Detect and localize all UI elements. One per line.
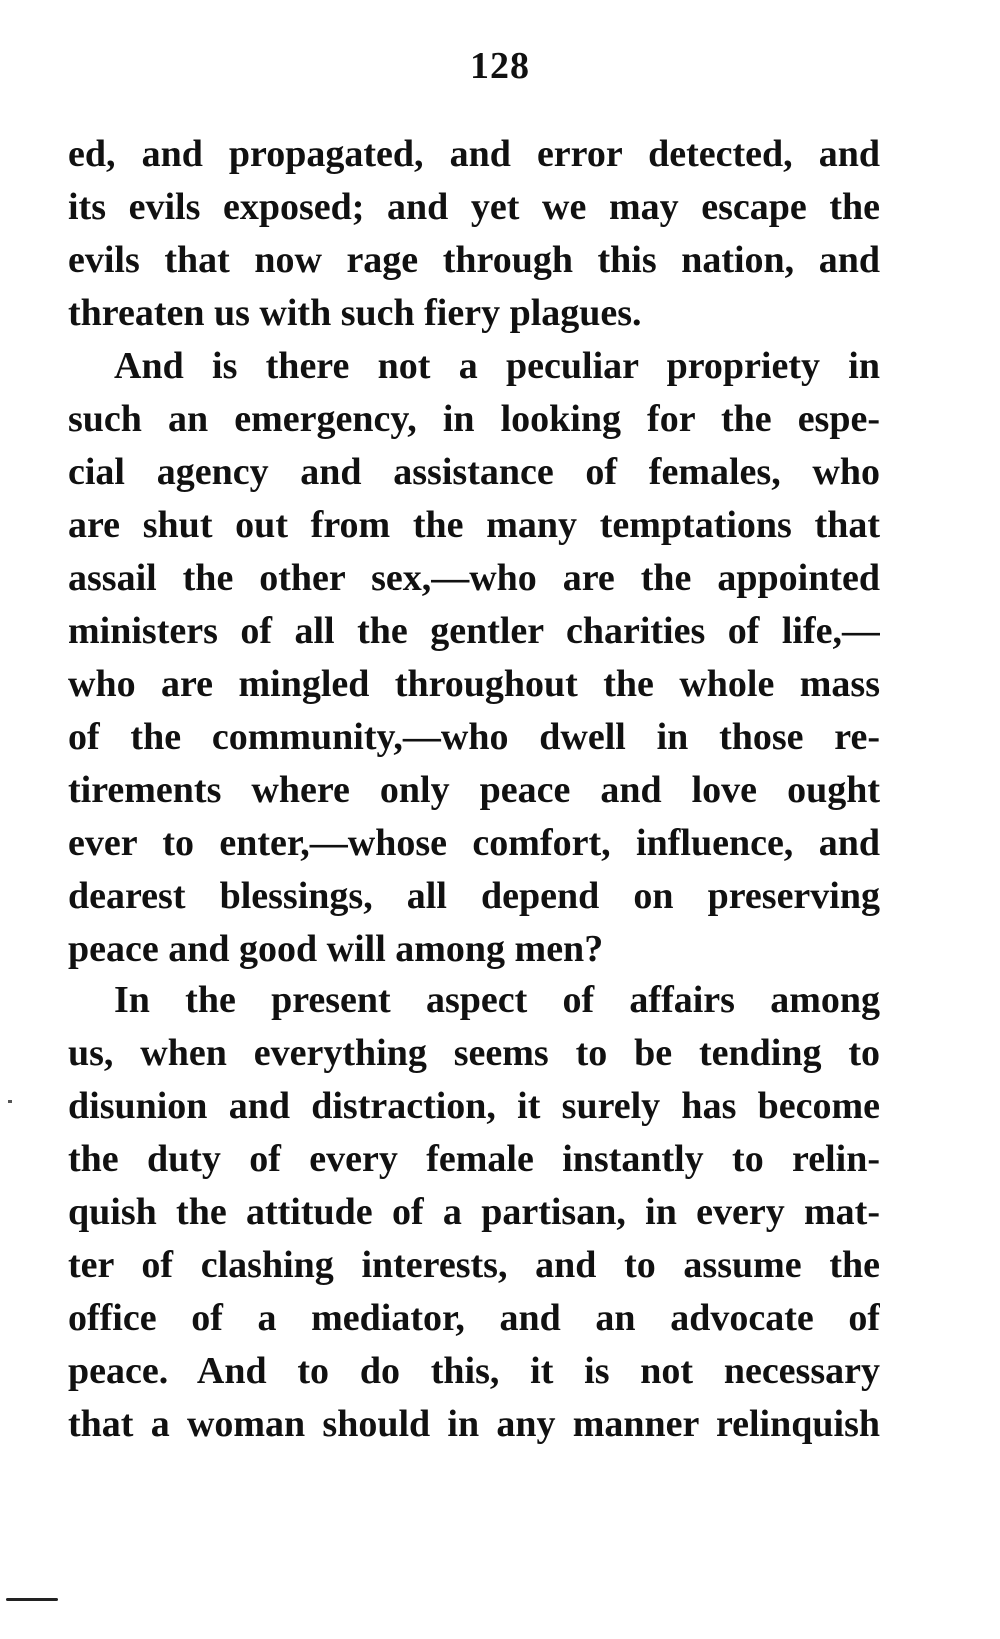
text-line: And is there not a peculiar propriety in: [114, 345, 880, 387]
text-line: tirements where only peace and love ought: [68, 769, 880, 811]
text-line: us, when everything seems to be tending to: [68, 1032, 880, 1074]
text-line: such an emergency, in looking for the espe-: [68, 398, 880, 440]
paragraph-3: [68, 974, 880, 1451]
text-line: ed, and propagated, and error detected, and: [68, 133, 880, 175]
margin-rule: [6, 1598, 58, 1601]
text-line: peace and good will among men?: [68, 928, 604, 970]
text-line: In the present aspect of affairs among: [114, 979, 880, 1021]
paragraph-1: [68, 128, 880, 340]
text-line: assail the other sex,—who are the appointed: [68, 557, 880, 599]
text-line: the duty of every female instantly to relin-: [68, 1138, 880, 1180]
text-line: disunion and distraction, it surely has become: [68, 1085, 880, 1127]
text-line: of the community,—who dwell in those re-: [68, 716, 880, 758]
page-number: 128: [470, 45, 530, 87]
text-line: cial agency and assistance of females, who: [68, 451, 880, 493]
text-line: ministers of all the gentler charities of life,—: [68, 610, 880, 652]
text-line: office of a mediator, and an advocate of: [68, 1297, 880, 1339]
margin-mark: [8, 1100, 12, 1103]
text-line: evils that now rage through this nation, and: [68, 239, 880, 281]
paragraph-2: [68, 340, 880, 976]
text-line: who are mingled throughout the whole mass: [68, 663, 880, 705]
text-line: ter of clashing interests, and to assume the: [68, 1244, 880, 1286]
text-line: quish the attitude of a partisan, in every mat-: [68, 1191, 880, 1233]
text-line: ever to enter,—whose comfort, influence, and: [68, 822, 880, 864]
text-line: that a woman should in any manner relinquish: [68, 1403, 880, 1445]
text-line: are shut out from the many temptations that: [68, 504, 880, 546]
text-line: its evils exposed; and yet we may escape the: [68, 186, 880, 228]
text-line: peace. And to do this, it is not necessary: [68, 1350, 880, 1392]
text-line: dearest blessings, all depend on preserving: [68, 875, 880, 917]
text-line: threaten us with such fiery plagues.: [68, 292, 642, 334]
